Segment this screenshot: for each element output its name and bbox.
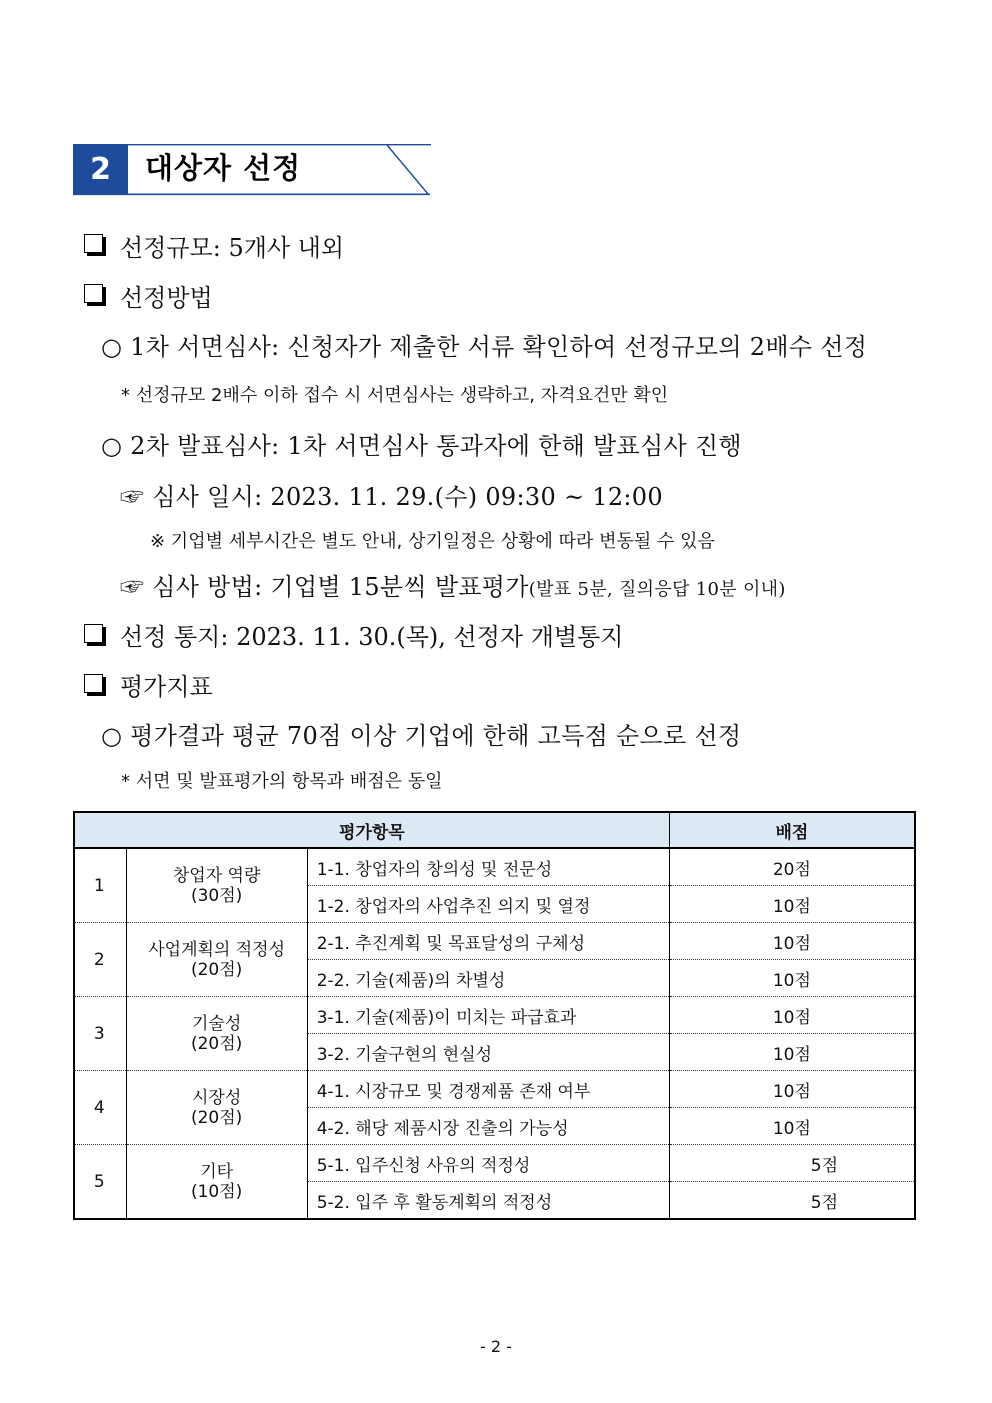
group-number: 3 xyxy=(74,997,126,1071)
section-number: 2 xyxy=(90,152,111,187)
item-points: 10점 xyxy=(669,1071,915,1108)
item-points: 5점 xyxy=(669,1145,915,1182)
table-header-row xyxy=(74,812,915,848)
table-row xyxy=(74,1145,915,1182)
page-number: - 2 - xyxy=(480,1337,512,1356)
group-number: 2 xyxy=(74,923,126,997)
first-review: ○ 1차 서면심사: 신청자가 제출한 서류 확인하여 선정규모의 2배수 선정 xyxy=(101,333,868,361)
item-text: 2-2. 기술(제품)의 차별성 xyxy=(307,960,669,997)
header-points: 배점 xyxy=(669,812,915,848)
table-row xyxy=(74,1071,915,1108)
item-text: 3-2. 기술구현의 현실성 xyxy=(307,1034,669,1071)
evaluation-indicators: 평가지표 xyxy=(120,673,213,701)
item-text: 2-1. 추진계획 및 목표달성의 구체성 xyxy=(307,923,669,960)
selection-method: 선정방법 xyxy=(120,284,213,312)
first-review-note: * 선정규모 2배수 이하 접수 시 서면심사는 생략하고, 자격요건만 확인 xyxy=(121,385,669,406)
selection-notice: 선정 통지: 2023. 11. 30.(목), 선정자 개별통지 xyxy=(120,623,624,651)
item-points: 10점 xyxy=(669,960,915,997)
selection-scale: 선정규모: 5개사 내외 xyxy=(120,234,345,262)
indicator-note: * 서면 및 발표평가의 항목과 배점은 동일 xyxy=(121,771,443,792)
review-method xyxy=(120,567,786,602)
group-number: 5 xyxy=(74,1145,126,1220)
review-method-main: ☞ 심사 방법: 기업별 15분씩 발표평가 xyxy=(120,573,529,601)
evaluation-table xyxy=(73,811,916,1220)
group-category: 시장성 (20점) xyxy=(126,1071,307,1145)
header-item: 평가항목 xyxy=(74,812,669,848)
group-category: 사업계획의 적정성 (20점) xyxy=(126,923,307,997)
item-points: 10점 xyxy=(669,923,915,960)
table-row xyxy=(74,997,915,1034)
item-points: 10점 xyxy=(669,997,915,1034)
section-title: 대상자 선정 xyxy=(145,151,302,185)
review-schedule: ☞ 심사 일시: 2023. 11. 29.(수) 09:30 ~ 12:00 xyxy=(120,483,663,511)
item-text: 4-1. 시장규모 및 경쟁제품 존재 여부 xyxy=(307,1071,669,1108)
group-number: 1 xyxy=(74,848,126,923)
table-row xyxy=(74,848,915,886)
table-row xyxy=(74,923,915,960)
schedule-note: ※ 기업별 세부시간은 별도 안내, 상기일정은 상황에 따라 변동될 수 있음 xyxy=(150,531,715,552)
item-points: 10점 xyxy=(669,886,915,923)
item-points: 10점 xyxy=(669,1108,915,1145)
indicator-rule: ○ 평가결과 평균 70점 이상 기업에 한해 고득점 순으로 선정 xyxy=(101,722,742,750)
checkbox-bullet-icon xyxy=(84,284,103,303)
section-header xyxy=(73,144,429,195)
group-number: 4 xyxy=(74,1071,126,1145)
item-text: 1-2. 창업자의 사업추진 의지 및 열정 xyxy=(307,886,669,923)
checkbox-bullet-icon xyxy=(84,624,103,643)
item-text: 5-2. 입주 후 활동계획의 적정성 xyxy=(307,1182,669,1220)
checkbox-bullet-icon xyxy=(84,674,103,693)
checkbox-bullet-icon xyxy=(84,234,103,253)
item-text: 1-1. 창업자의 창의성 및 전문성 xyxy=(307,848,669,886)
item-points: 5점 xyxy=(669,1182,915,1220)
item-text: 3-1. 기술(제품)이 미치는 파급효과 xyxy=(307,997,669,1034)
second-review: ○ 2차 발표심사: 1차 서면심사 통과자에 한해 발표심사 진행 xyxy=(101,432,742,460)
item-text: 4-2. 해당 제품시장 진출의 가능성 xyxy=(307,1108,669,1145)
review-method-sub: (발표 5분, 질의응답 10분 이내) xyxy=(528,579,786,600)
item-points: 20점 xyxy=(669,848,915,886)
item-text: 5-1. 입주신청 사유의 적정성 xyxy=(307,1145,669,1182)
group-category: 기술성 (20점) xyxy=(126,997,307,1071)
group-category: 기타 (10점) xyxy=(126,1145,307,1220)
group-category: 창업자 역량 (30점) xyxy=(126,848,307,923)
item-points: 10점 xyxy=(669,1034,915,1071)
